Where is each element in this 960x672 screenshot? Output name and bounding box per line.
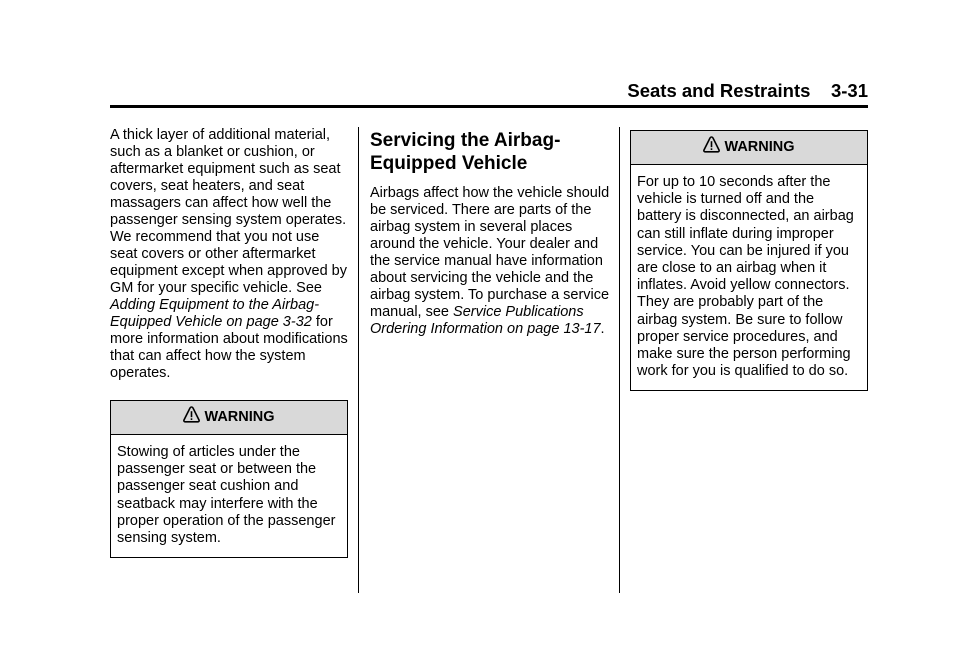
page-number: 3-31 — [830, 80, 868, 101]
header-title — [627, 80, 868, 102]
cross-reference-link[interactable]: Service Publications Ordering Information on page 13-17 — [370, 304, 601, 337]
warning-text: For up to 10 seconds after the vehicle is turned off and the battery is disconnected, an airbag can still inflate during improper service. You can be injured if you are close to an airbag when it inflates. Avoid yellow connectors. They are probably part of the airbag system. Be sure to follow proper service procedures, and make sure the person performing work for you is qualified to do so. — [637, 174, 854, 380]
body-paragraph — [370, 185, 610, 338]
paragraph-text: A thick layer of additional material, such as a blanket or cushion, or aftermarket equipment such as seat covers, seat heaters, and seat massagers can affect how well the passenger sensing system operates. We recommend that you not use seat covers or other aftermarket equipment except when approved by GM for your specific vehicle. See — [110, 127, 347, 296]
warning-header — [111, 401, 347, 435]
column-2 — [370, 127, 610, 338]
warning-title: WARNING — [724, 139, 795, 155]
paragraph-text: Airbags affect how the vehicle should be serviced. There are parts of the airbag system in several places around the vehicle. Your dealer and the service manual have information about servicing the vehicle and the airbag system. To purchase a service manual, see — [370, 185, 610, 320]
header-rule — [110, 105, 868, 108]
column-divider — [358, 127, 359, 593]
section-heading: Servicing the Airbag-Equipped Vehicle — [370, 130, 561, 174]
warning-box — [110, 400, 348, 558]
cross-reference-link[interactable]: Adding Equipment to the Airbag-Equipped Vehicle on page 3-32 — [110, 297, 320, 330]
warning-box — [630, 130, 868, 391]
warning-title: WARNING — [204, 409, 275, 425]
body-paragraph — [110, 127, 348, 382]
paragraph-text: for more information about modifications that can affect how the system operates. — [110, 314, 348, 381]
column-3 — [630, 130, 868, 391]
warning-header — [631, 131, 867, 165]
paragraph-text: . — [600, 321, 605, 337]
column-1 — [110, 127, 348, 558]
warning-text: Stowing of articles under the passenger seat or between the passenger seat cushion and seatback may interfere with the proper operation of the passenger sensing system. — [117, 444, 336, 547]
page-header — [110, 80, 868, 106]
warning-triangle-icon — [183, 406, 200, 423]
section-title: Seats and Restraints — [627, 80, 811, 101]
column-divider — [619, 127, 620, 593]
warning-triangle-icon — [703, 136, 720, 153]
